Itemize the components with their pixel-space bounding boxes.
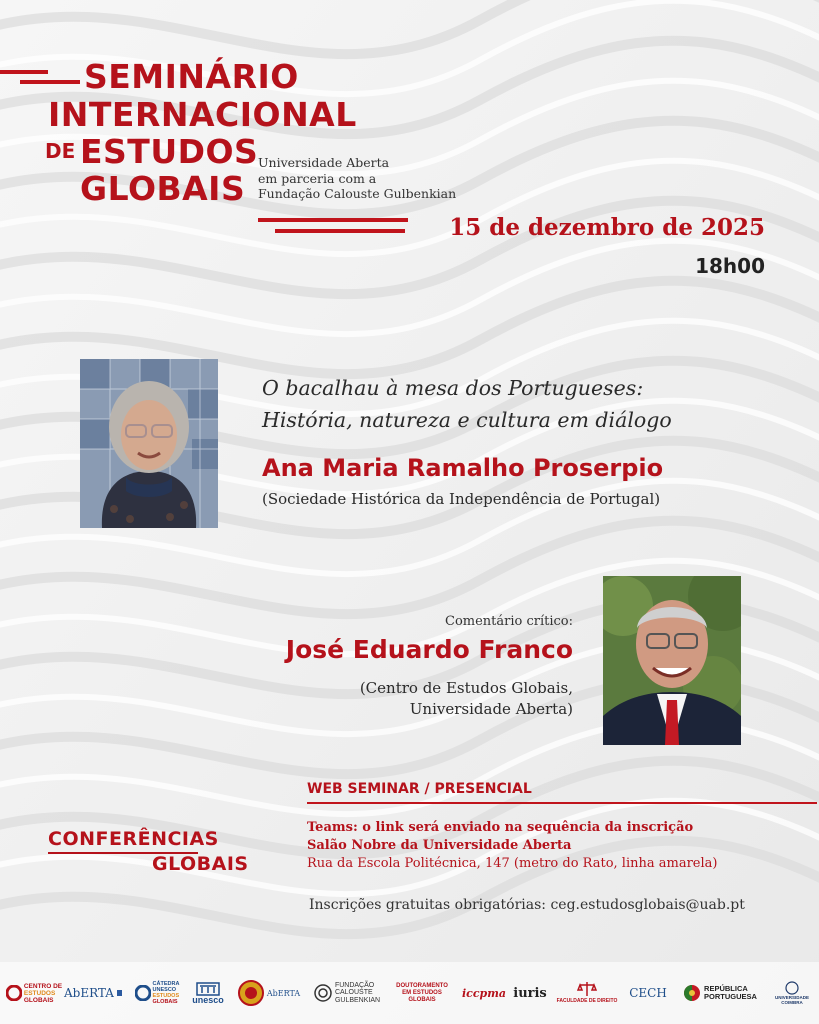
logo-icc	[462, 972, 506, 1014]
portugal-flag-icon	[683, 984, 701, 1002]
logo-iuris	[508, 972, 552, 1014]
series-logo	[48, 828, 258, 878]
logo-fd-text: FACULDADE DE DIREITO	[556, 997, 618, 1004]
seal-icon	[238, 980, 264, 1006]
logo-ceg	[5, 972, 63, 1014]
logo-doutoramento-line-1: DOUTORAMENTO	[396, 982, 448, 989]
ceg-icon	[6, 985, 22, 1001]
logo-coimbra-line-1: UNIVERSIDADE	[774, 995, 809, 1000]
title-line-de: DE	[45, 139, 76, 163]
logo-catedra-line-1: CÁTEDRA	[152, 981, 180, 987]
logo-republica-line-2: PORTUGUESA	[704, 992, 757, 1001]
fd-scales-icon	[577, 981, 597, 997]
logo-catedra-line-2: UNESCO	[152, 987, 177, 993]
logo-fcg-line-3: GULBENKIAN	[334, 996, 381, 1004]
title-line-seminario: SEMINÁRIO	[84, 57, 299, 96]
logo-icc-text: iccpma	[461, 986, 507, 1000]
logo-aberta-text: AbERTA	[64, 985, 114, 1000]
logo-catedra	[128, 972, 186, 1014]
logo-aberta-2-text: AbERTA	[266, 988, 301, 998]
logo-aberta-2	[232, 972, 306, 1014]
lecture-title	[262, 372, 672, 436]
logo-fd	[556, 972, 618, 1014]
logo-coimbra-line-2: COIMBRA	[781, 1000, 803, 1005]
logo-aberta	[64, 972, 122, 1014]
event-teams-note: Teams: o link será enviado na sequência da inscrição	[307, 820, 694, 835]
logo-doutoramento	[388, 972, 456, 1014]
event-date: 15 de dezembro de 2025	[449, 214, 765, 241]
partner-text	[258, 155, 456, 202]
lecture-title-line-2: História, natureza e cultura em diálogo	[262, 408, 672, 432]
logo-ceg-line-2: ESTUDOS	[23, 989, 56, 997]
event-registration: Inscrições gratuitas obrigatórias: ceg.estudosglobais@uab.pt	[309, 897, 745, 913]
logo-coimbra	[766, 972, 818, 1014]
logo-cech	[622, 972, 674, 1014]
series-line-2: GLOBAIS	[152, 853, 249, 875]
title-rule-top-1	[0, 70, 48, 74]
logo-ceg-line-1: CENTRO DE	[23, 982, 63, 990]
logo-ceg-line-3: GLOBAIS	[23, 996, 54, 1004]
event-address: Rua da Escola Politécnica, 147 (metro do Rato, linha amarela)	[307, 856, 718, 871]
title-line-internacional: INTERNACIONAL	[48, 95, 357, 134]
title-rule-top-2	[20, 80, 80, 84]
speaker-name: Ana Maria Ramalho Proserpio	[262, 454, 664, 482]
commentator-affiliation-line-1: (Centro de Estudos Globais,	[359, 679, 573, 697]
partner-line-1: Universidade Aberta	[258, 155, 390, 170]
logo-fcg	[308, 972, 386, 1014]
lecture-title-line-1: O bacalhau à mesa dos Portugueses:	[262, 376, 644, 400]
event-format-rule	[307, 802, 817, 804]
fcg-icon	[314, 984, 332, 1002]
speaker-affiliation: (Sociedade Histórica da Independência de Portugal)	[262, 490, 661, 508]
commentator-name: José Eduardo Franco	[285, 635, 573, 664]
logo-unesco	[188, 972, 228, 1014]
logo-cech-text: CECH	[629, 985, 667, 1000]
aberta-bar-icon	[117, 990, 122, 996]
speaker-photo-ana	[80, 359, 218, 528]
title-rule-bottom-1	[258, 218, 408, 222]
logo-catedra-line-4: GLOBAIS	[152, 999, 178, 1005]
logo-republica-line-1: REPÚBLICA	[704, 983, 748, 993]
logo-iuris-text: iuris	[513, 985, 547, 1001]
event-venue: Salão Nobre da Universidade Aberta	[307, 838, 572, 853]
event-time: 18h00	[695, 254, 765, 278]
catedra-icon	[135, 985, 151, 1001]
partner-line-2: em parceria com a	[258, 170, 377, 186]
commentator-affiliation-line-2: Universidade Aberta)	[409, 700, 573, 718]
logo-doutoramento-line-3: GLOBAIS	[408, 996, 436, 1003]
title-line-globais: GLOBAIS	[80, 169, 246, 208]
unesco-temple-icon	[196, 982, 220, 996]
partner-line-3: Fundação Calouste Gulbenkian	[258, 186, 457, 201]
speaker-photo-jose	[603, 576, 741, 745]
commentary-label: Comentário crítico:	[445, 614, 573, 629]
logo-catedra-line-3: ESTUDOS	[152, 993, 180, 999]
logo-doutoramento-line-2: EM ESTUDOS	[402, 989, 442, 996]
logo-unesco-text: unesco	[192, 994, 224, 1005]
coimbra-seal-icon	[785, 981, 799, 995]
logo-fcg-line-2: CALOUSTE	[334, 989, 373, 997]
logo-fcg-line-1: FUNDAÇÃO	[334, 981, 375, 989]
logo-republica	[678, 972, 762, 1014]
event-format: WEB SEMINAR / PRESENCIAL	[307, 781, 532, 797]
title-line-estudos: ESTUDOS	[80, 132, 259, 171]
title-rule-bottom-2	[275, 229, 405, 233]
commentator-affiliation	[360, 678, 573, 720]
series-line-1: CONFERÊNCIAS	[48, 828, 219, 850]
